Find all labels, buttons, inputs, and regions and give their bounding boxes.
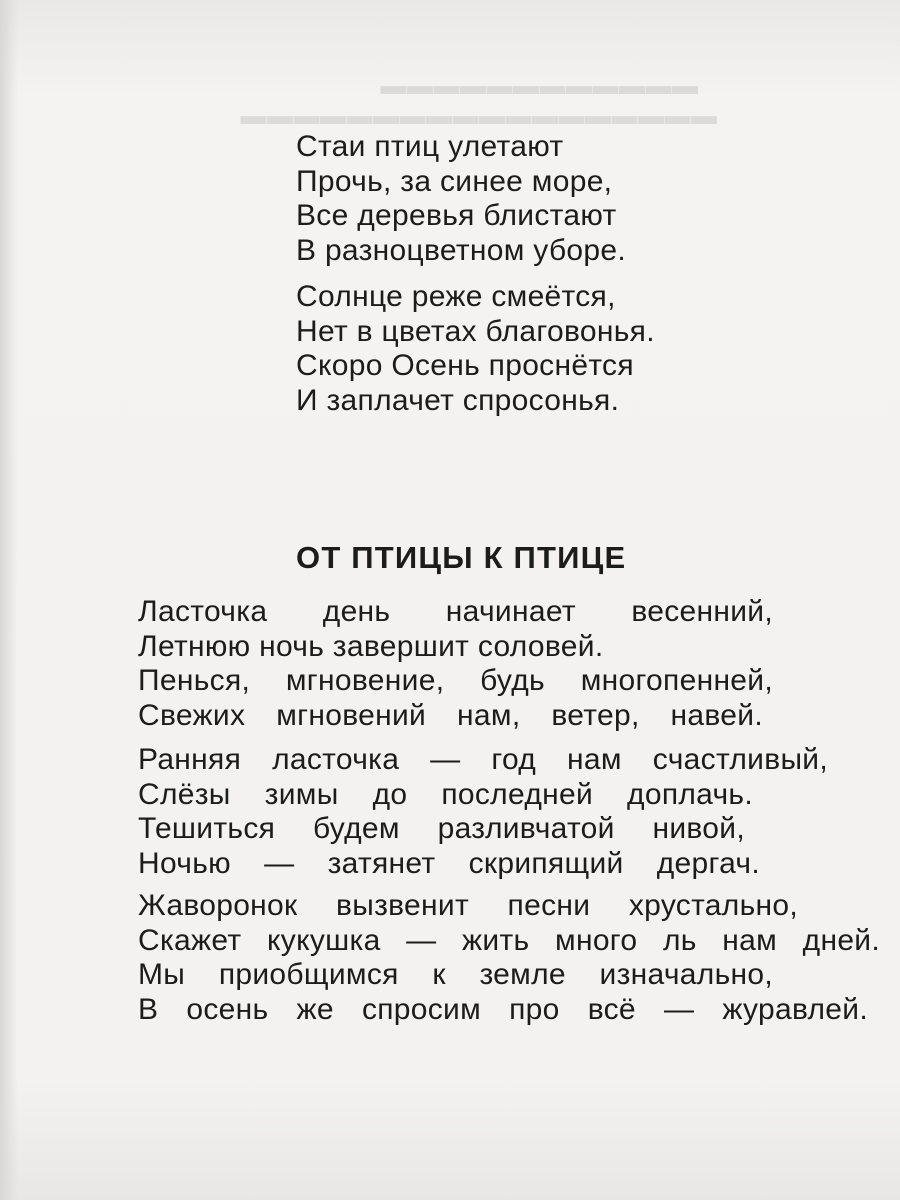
poem-line: Ласточка день начинает весенний, <box>138 595 773 628</box>
poem-line: Нет в цветах благовонья. <box>296 314 655 348</box>
show-through-heading: ▬▬▬▬▬▬▬▬▬▬▬▬▬▬▬▬▬▬ <box>240 100 717 130</box>
poem-line: Скоро Осень проснётся <box>296 349 634 382</box>
poem-line: Стаи птиц улетают <box>296 130 564 163</box>
poem-line: Ранняя ласточка — год нам счастливый, <box>138 743 828 776</box>
poem-line: Мы приобщимся к земле изначально, <box>138 958 773 991</box>
poem-line: Пенься, мгновение, будь многопенней, <box>138 664 773 697</box>
poem1-stanza-1 <box>296 130 626 268</box>
poem-line: Свежих мгновений нам, ветер, навей. <box>138 698 763 732</box>
poem-line: В осень же спросим про всё — журавлей. <box>138 992 868 1026</box>
poem2-stanza-2 <box>138 743 828 881</box>
show-through-heading: ▬▬▬▬▬▬▬▬▬▬▬▬ <box>380 70 698 100</box>
poem2-stanza-1 <box>138 595 773 733</box>
poem-line: Ночью — затянет скрипящий дергач. <box>138 846 760 880</box>
poem-line: В разноцветном уборе. <box>296 233 627 267</box>
poem2-stanza-3 <box>138 889 880 1027</box>
poem-line: Жаворонок вызвенит песни хрустально, <box>138 889 798 922</box>
poem-line: Слёзы зимы до последней доплачь. <box>138 777 753 811</box>
poem-line: Летнюю ночь завершит соловей. <box>138 629 604 663</box>
poem-title: ОТ ПТИЦЫ К ПТИЦЕ <box>296 540 627 575</box>
poem-line: Солнце реже смеётся, <box>296 280 616 313</box>
poem-line: Скажет кукушка — жить много ль нам дней. <box>138 923 880 957</box>
poem-line: Тешиться будем разливчатой нивой, <box>138 812 745 845</box>
page-gutter-shadow <box>0 0 18 1200</box>
poem-line: И заплачет спросонья. <box>296 383 620 417</box>
poem1-stanza-2 <box>296 280 655 418</box>
poem-line: Все деревья блистают <box>296 199 617 232</box>
poem-line: Прочь, за синее море, <box>296 164 613 198</box>
